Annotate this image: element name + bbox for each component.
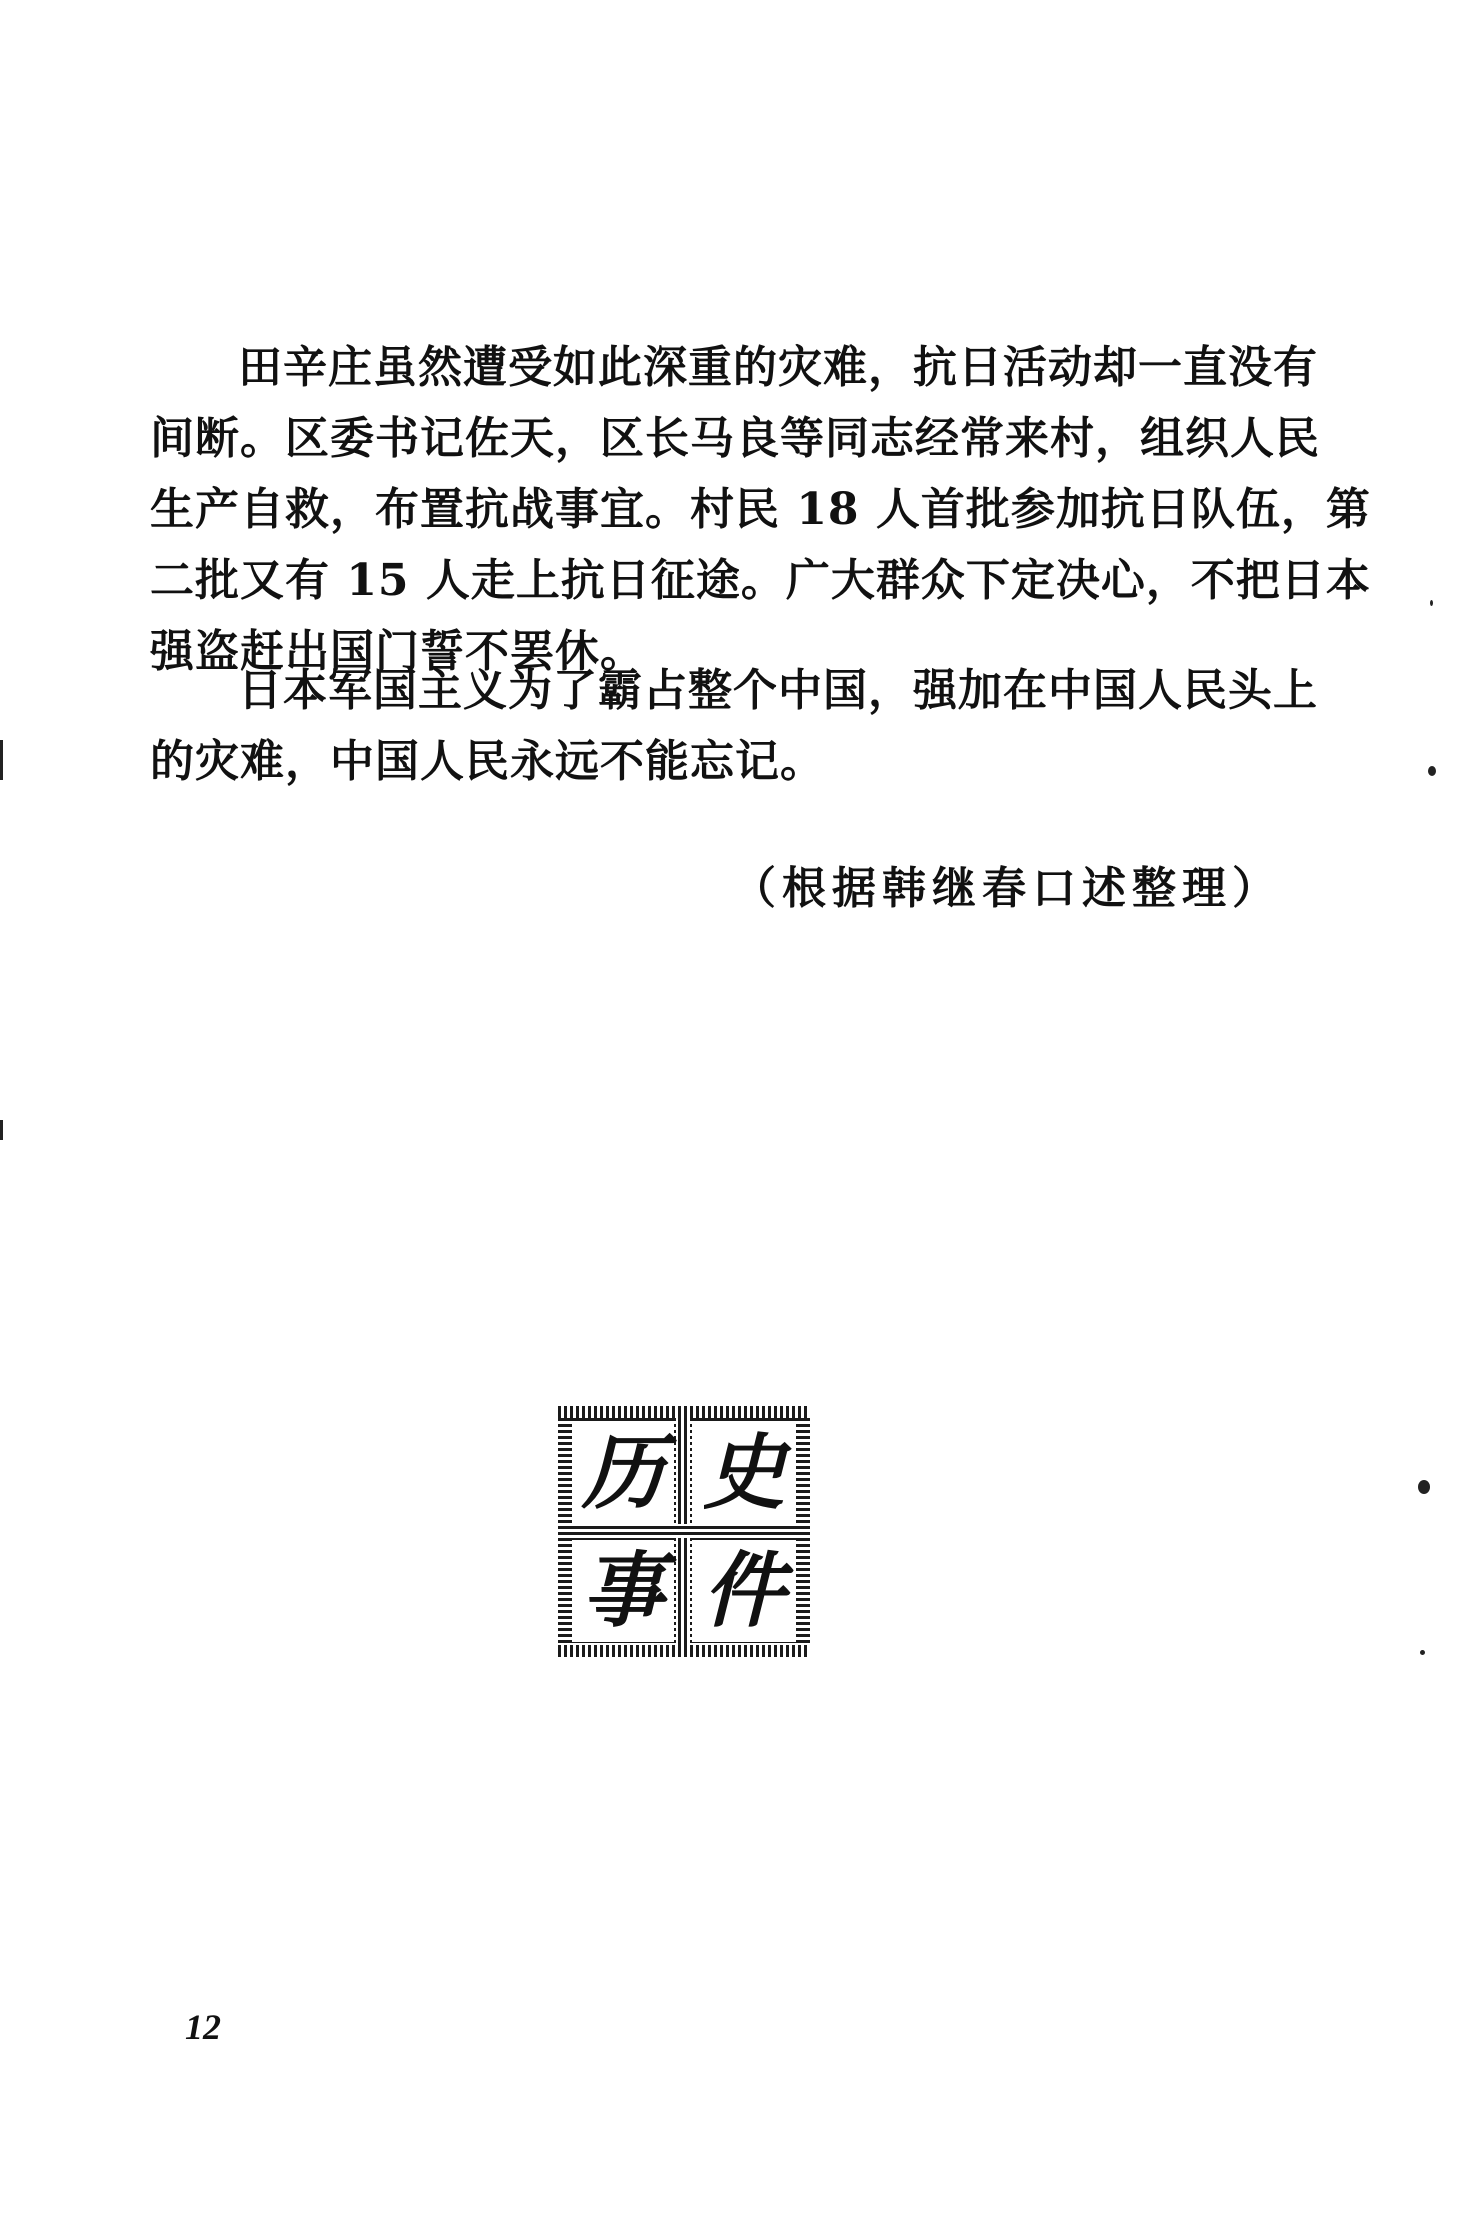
text-line: 日本军国主义为了霸占整个中国，强加在中国人民头上 (238, 665, 1318, 716)
text-line: 二批又有 15 人走上抗日征途。广大群众下定决心，不把日本 (150, 555, 1371, 606)
stamp-char-li: 历 (582, 1425, 664, 1521)
scan-speck (0, 740, 3, 780)
scan-speck (0, 1120, 3, 1140)
history-event-stamp (558, 1406, 810, 1657)
text-line: 的灾难，中国人民永远不能忘记。 (150, 736, 825, 787)
stamp-char-shi: 史 (703, 1425, 785, 1521)
attribution: （根据韩继春口述整理） (732, 863, 1282, 914)
paragraph-2 (150, 655, 1318, 797)
stamp-char-shi2: 事 (582, 1543, 664, 1639)
text-line: 强盗赶出国门誓不罢休。 (150, 626, 645, 677)
paragraph-1 (150, 332, 1371, 687)
text-line: 间断。区委书记佐天，区长马良等同志经常来村，组织人民 (150, 413, 1320, 464)
scan-speck (1428, 766, 1436, 776)
scan-speck (1420, 1650, 1425, 1655)
scan-speck (1430, 600, 1433, 606)
text-line: 生产自救，布置抗战事宜。村民 18 人首批参加抗日队伍，第 (150, 484, 1371, 535)
text-line: 田辛庄虽然遭受如此深重的灾难，抗日活动却一直没有 (238, 342, 1318, 393)
stamp-char-jian: 件 (703, 1543, 785, 1639)
scan-speck (1418, 1480, 1430, 1494)
page-number: 12 (185, 2007, 221, 2047)
